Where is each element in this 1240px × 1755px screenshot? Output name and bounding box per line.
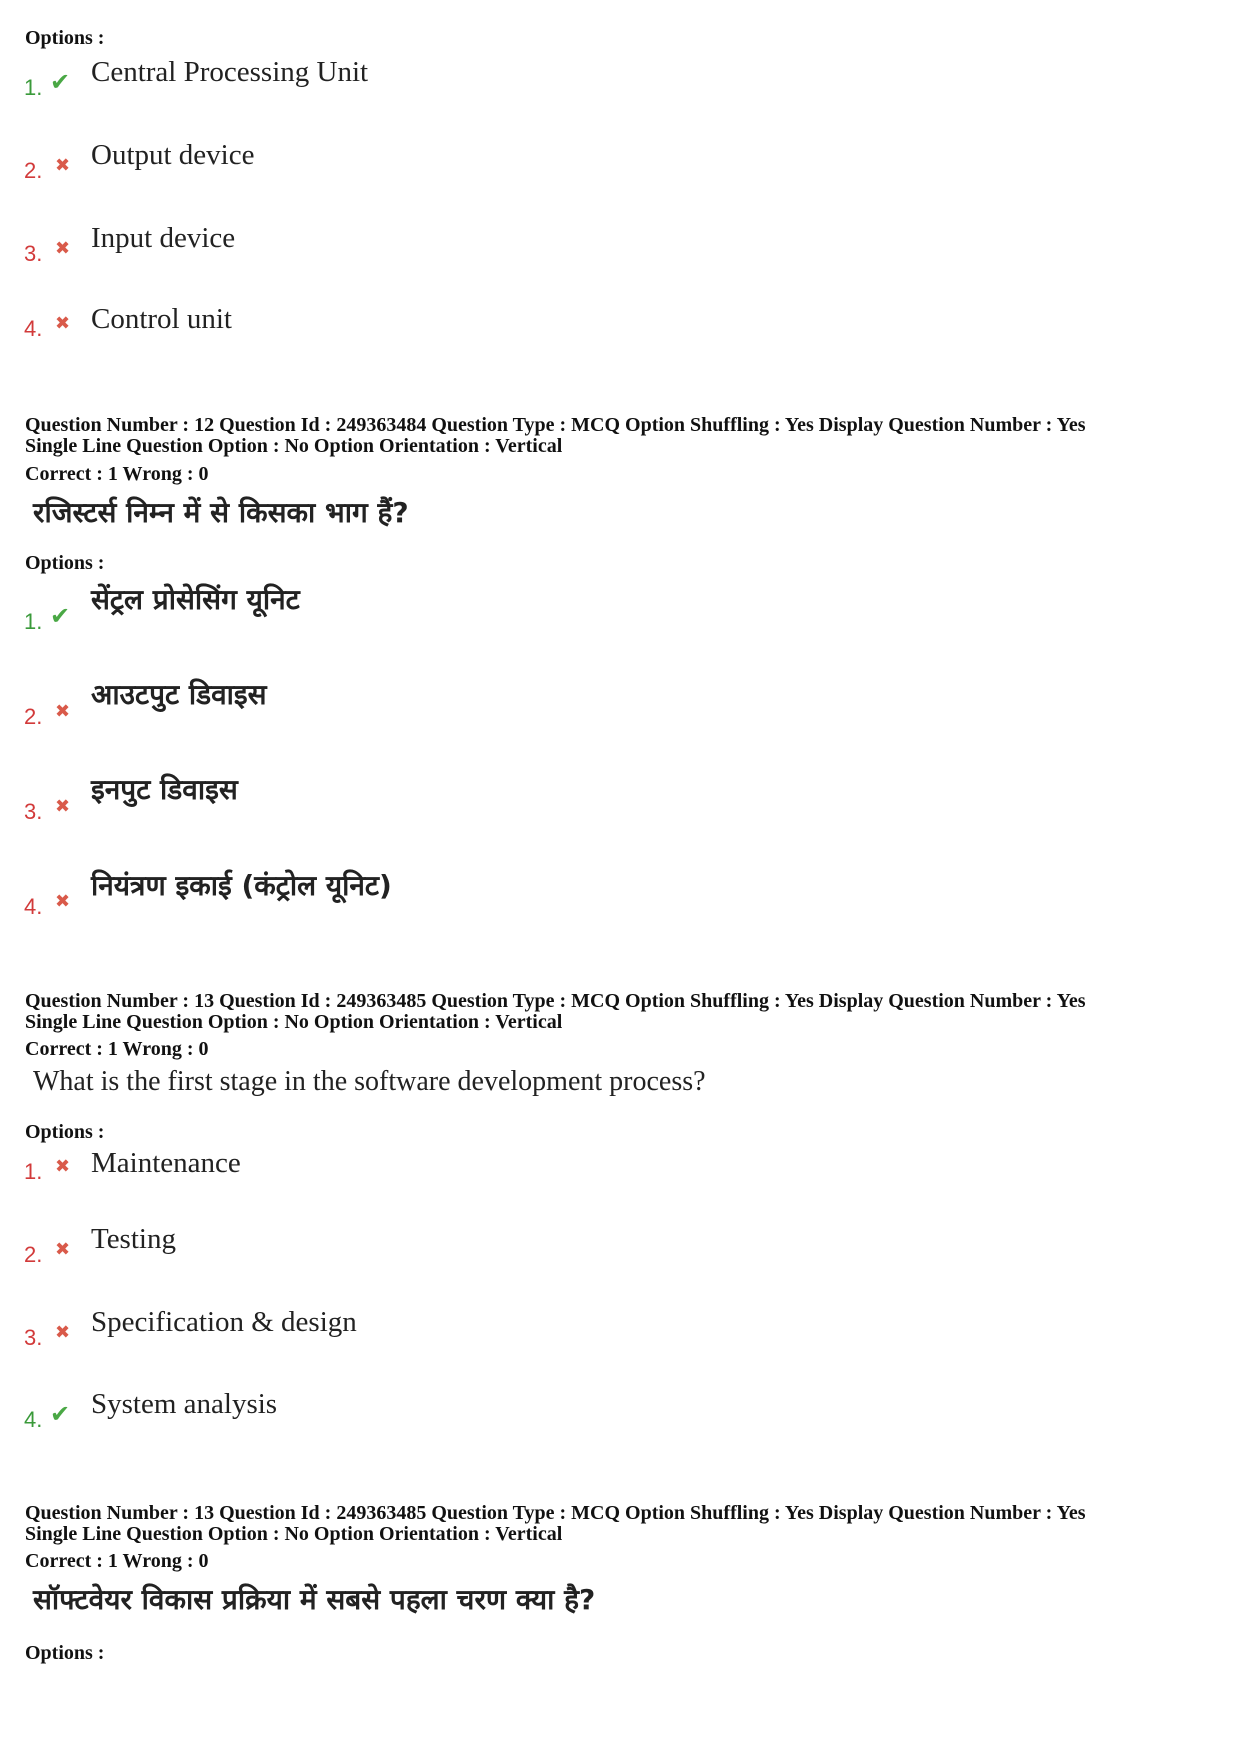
question-text: सॉफ्टवेयर विकास प्रक्रिया में सबसे पहला चरण क्या है?: [33, 1583, 596, 1616]
cross-icon: ✖: [55, 238, 71, 259]
option-number: 3.: [24, 241, 43, 266]
option-text: सेंट्रल प्रोसेसिंग यूनिट: [91, 583, 300, 616]
option-text: Output device: [91, 139, 255, 171]
option-text: Specification & design: [91, 1306, 357, 1338]
option-text: Input device: [91, 222, 236, 254]
question-text: What is the first stage in the software development process?: [33, 1066, 706, 1097]
option-number: 2.: [24, 704, 43, 729]
score-line: Correct : 1 Wrong : 0: [25, 1550, 209, 1572]
cross-icon: ✖: [55, 155, 71, 176]
option-number: 1.: [24, 1159, 43, 1184]
check-icon: ✔: [50, 1400, 71, 1428]
option-text: System analysis: [91, 1388, 278, 1420]
question-meta-line1: Question Number : 12 Question Id : 249363484 Question Type : MCQ Option Shuffling : Yes Display Question Number : Yes: [25, 414, 1086, 436]
cross-icon: ✖: [55, 891, 71, 912]
option-number: 4.: [24, 316, 43, 341]
option-number: 1.: [24, 609, 43, 634]
option-number: 3.: [24, 799, 43, 824]
option-text: Testing: [91, 1223, 176, 1255]
cross-icon: ✖: [55, 313, 71, 334]
option-text: Maintenance: [91, 1147, 241, 1179]
score-line: Correct : 1 Wrong : 0: [25, 463, 209, 485]
score-line: Correct : 1 Wrong : 0: [25, 1038, 209, 1060]
options-label: Options :: [25, 1121, 105, 1143]
option-text: Control unit: [91, 303, 232, 335]
question-meta-line1: Question Number : 13 Question Id : 249363485 Question Type : MCQ Option Shuffling : Yes Display Question Number : Yes: [25, 1502, 1086, 1524]
option-number: 4.: [24, 894, 43, 919]
option-number: 3.: [24, 1325, 43, 1350]
cross-icon: ✖: [55, 1322, 71, 1343]
check-icon: ✔: [50, 602, 71, 630]
cross-icon: ✖: [55, 701, 71, 722]
question-text: रजिस्टर्स निम्न में से किसका भाग हैं?: [33, 496, 409, 529]
option-number: 4.: [24, 1407, 43, 1432]
cross-icon: ✖: [55, 796, 71, 817]
options-label: Options :: [25, 1642, 105, 1664]
options-label: Options :: [25, 552, 105, 574]
question-meta-line2: Single Line Question Option : No Option Orientation : Vertical: [25, 1011, 563, 1033]
option-text: आउटपुट डिवाइस: [91, 678, 267, 711]
cross-icon: ✖: [55, 1239, 71, 1260]
question-meta-line1: Question Number : 13 Question Id : 249363485 Question Type : MCQ Option Shuffling : Yes Display Question Number : Yes: [25, 990, 1086, 1012]
question-meta-line2: Single Line Question Option : No Option Orientation : Vertical: [25, 1523, 563, 1545]
option-text: नियंत्रण इकाई (कंट्रोल यूनिट): [91, 869, 392, 902]
option-text: Central Processing Unit: [91, 56, 369, 88]
option-number: 2.: [24, 1242, 43, 1267]
question-meta-line2: Single Line Question Option : No Option Orientation : Vertical: [25, 435, 563, 457]
option-number: 1.: [24, 75, 43, 100]
option-number: 2.: [24, 158, 43, 183]
options-label: Options :: [25, 27, 105, 49]
check-icon: ✔: [50, 68, 71, 96]
option-text: इनपुट डिवाइस: [91, 773, 238, 806]
cross-icon: ✖: [55, 1156, 71, 1177]
